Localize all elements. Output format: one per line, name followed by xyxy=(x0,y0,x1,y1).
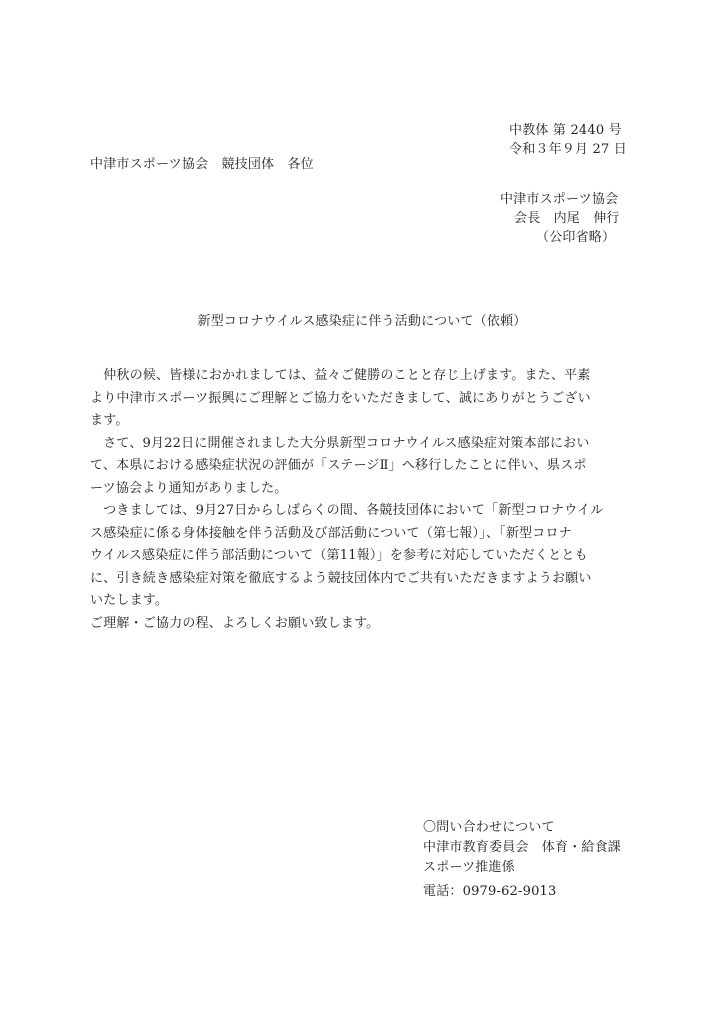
body-line: ス感染症に係る身体接触を伴う活動及び部活動について（第七報）」、「新型コロナ xyxy=(90,525,572,541)
body-text xyxy=(90,365,650,635)
sender-organization: 中津市スポーツ協会 xyxy=(500,192,619,207)
reference-date: 令和３年９月 27 日 xyxy=(509,142,628,157)
body-line: て、本県における感染症状況の評価が「ステージⅡ」へ移行したことに伴い、県スポ xyxy=(90,458,587,473)
sender-name: 会長 内尾 伸行 xyxy=(514,211,620,226)
body-line: に、引き続き感染症対策を徹底するよう競技団体内でご共有いただきますようお願い xyxy=(90,570,592,586)
contact-section: スポーツ推進係 xyxy=(423,860,515,875)
document-title: 新型コロナウイルス感染症に伴う活動について（依頼） xyxy=(197,314,527,329)
body-line: ーツ協会より通知がありました。 xyxy=(90,480,288,496)
contact-heading: 〇問い合わせについて xyxy=(423,820,555,835)
body-line: ウイルス感染症に伴う部活動について（第11報）」を参考に対応していただくととも xyxy=(90,548,588,563)
seal-note: （公印省略） xyxy=(536,230,616,245)
contact-phone: 電話：0979-62-9013 xyxy=(423,884,557,899)
reference-block xyxy=(509,121,627,159)
body-line: さて、9月22日に開催されました大分県新型コロナウイルス感染症対策本部におい xyxy=(90,435,590,451)
sender-block xyxy=(500,190,620,247)
body-line: つきましては、9月27日からしばらくの間、各競技団体において「新型コロナウイル xyxy=(90,503,604,518)
body-line: 仲秋の候、皆様におかれましては、益々ご健勝のことと存じ上げます。また、平素 xyxy=(90,368,591,383)
body-line: いたします。 xyxy=(90,593,169,608)
contact-department: 中津市教育委員会 体育・給食課 xyxy=(423,840,622,855)
body-line: ご理解・ご協力の程、よろしくお願い致します。 xyxy=(90,615,380,631)
body-line: ます。 xyxy=(90,413,129,428)
addressee: 中津市スポーツ協会 競技団体 各位 xyxy=(90,157,314,172)
contact-block xyxy=(423,818,621,902)
reference-number: 中教体 第 2440 号 xyxy=(509,123,622,138)
body-line: より中津市スポーツ振興にご理解とご協力をいただきまして、誠にありがとうござい xyxy=(90,390,591,406)
